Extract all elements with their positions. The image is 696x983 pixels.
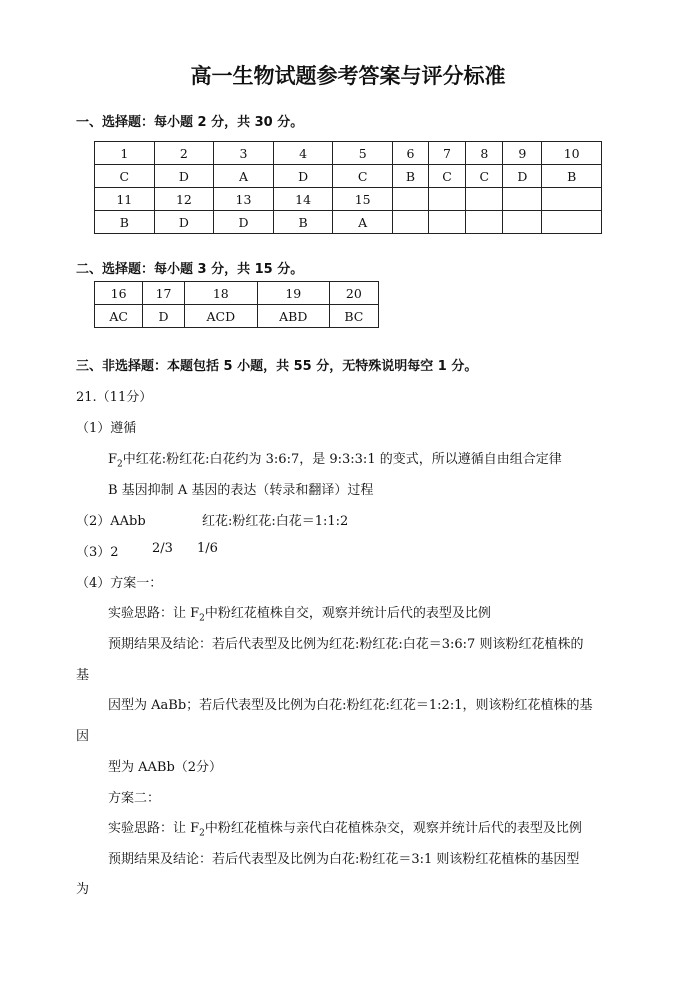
- answer-table-1-cell: C: [95, 165, 155, 188]
- answer-table-1-cell: 4: [273, 142, 333, 165]
- answer-table-1-cell: B: [542, 165, 602, 188]
- q21-scheme2-prediction-line2: 为: [76, 882, 90, 897]
- answer-table-1-cell: D: [154, 165, 214, 188]
- answer-table-1-cell: [466, 188, 503, 211]
- answer-table-1-cell: A: [214, 165, 274, 188]
- answer-table-1: [94, 141, 602, 234]
- q21-part3-answer-3: 1/6: [197, 541, 218, 556]
- answer-table-1-cell: [392, 211, 428, 234]
- answer-table-1-cell: 6: [392, 142, 428, 165]
- page-title: 高一生物试题参考答案与评分标准: [190, 64, 506, 88]
- answer-table-2-row: [95, 305, 379, 328]
- answer-table-1-cell: [428, 188, 465, 211]
- answer-table-1-row: [95, 142, 602, 165]
- answer-table-1-row: [95, 188, 602, 211]
- answer-table-1-cell: [428, 211, 465, 234]
- answer-table-1-cell: 7: [428, 142, 465, 165]
- answer-table-1-cell: 1: [95, 142, 155, 165]
- answer-table-1-cell: 14: [273, 188, 333, 211]
- q21-part2-ratio: 红花:粉红花:白花＝1:1:2: [202, 514, 349, 529]
- q21-scheme1-prediction-line4: 因: [76, 729, 90, 744]
- answer-table-2-cell: ACD: [184, 305, 257, 328]
- answer-table-1-cell: [542, 211, 602, 234]
- answer-table-1-cell: [466, 211, 503, 234]
- answer-table-2-cell: 20: [329, 282, 378, 305]
- answer-table-1-cell: 3: [214, 142, 274, 165]
- answer-table-1-cell: [503, 188, 542, 211]
- answer-table-2-cell: ABD: [257, 305, 329, 328]
- section3-heading: 三、非选择题：本题包括 5 小题，共 55 分，无特殊说明每空 1 分。: [76, 359, 478, 374]
- answer-table-1-cell: C: [333, 165, 393, 188]
- answer-table-1-cell: D: [214, 211, 274, 234]
- q21-scheme1-idea: [108, 602, 491, 624]
- q21-part1-line2: B 基因抑制 A 基因的表达（转录和翻译）过程: [108, 483, 374, 498]
- answer-table-1-cell: B: [273, 211, 333, 234]
- answer-table-2-cell: 18: [184, 282, 257, 305]
- answer-table-2-cell: 19: [257, 282, 329, 305]
- answer-table-2-cell: BC: [329, 305, 378, 328]
- q21-scheme1-prediction-line2: 基: [76, 668, 90, 683]
- answer-table-2-cell: D: [143, 305, 185, 328]
- answer-table-2: [94, 281, 379, 328]
- answer-table-1-cell: 2: [154, 142, 214, 165]
- answer-table-1-cell: 11: [95, 188, 155, 211]
- q21-part3-answer-2: 2/3: [152, 541, 173, 556]
- answer-table-1-cell: D: [154, 211, 214, 234]
- answer-table-1-cell: 9: [503, 142, 542, 165]
- answer-table-1-cell: B: [95, 211, 155, 234]
- answer-table-1-cell: C: [466, 165, 503, 188]
- section2-heading: 二、选择题：每小题 3 分，共 15 分。: [76, 262, 304, 277]
- text: 中粉红花植株自交，观察并统计后代的表型及比例: [204, 606, 491, 621]
- text: 中红花:粉红花:白花约为 3:6:7，是 9:3:3:1 的变式，所以遵循自由组合定律: [122, 452, 562, 467]
- answer-table-2-cell: 17: [143, 282, 185, 305]
- answer-table-1-cell: D: [273, 165, 333, 188]
- q21-part3-answer-1: （3）2: [76, 545, 119, 560]
- answer-table-1-cell: D: [503, 165, 542, 188]
- q21-part4-label: （4）方案一：: [76, 576, 163, 591]
- answer-table-1-cell: B: [392, 165, 428, 188]
- text: 实验思路：让 F: [108, 606, 200, 621]
- answer-table-1-cell: 13: [214, 188, 274, 211]
- answer-table-1-row: [95, 165, 602, 188]
- answer-table-1-cell: 12: [154, 188, 214, 211]
- q21-scheme2-idea: [108, 817, 582, 839]
- q21-part1-line1: [108, 448, 562, 470]
- q21-scheme2-prediction-line1: 预期结果及结论：若后代表型及比例为白花:粉红花＝3:1 则该粉红花植株的基因型: [108, 852, 580, 867]
- answer-table-1-cell: 10: [542, 142, 602, 165]
- text: 实验思路：让 F: [108, 821, 200, 836]
- section1-heading: 一、选择题：每小题 2 分，共 30 分。: [76, 115, 304, 130]
- answer-table-1-cell: [503, 211, 542, 234]
- answer-table-1-row: [95, 211, 602, 234]
- answer-table-1-cell: 8: [466, 142, 503, 165]
- text: 中粉红花植株与亲代白花植株杂交，观察并统计后代的表型及比例: [204, 821, 582, 836]
- subscript: 2: [117, 459, 123, 470]
- answer-table-1-cell: 5: [333, 142, 393, 165]
- answer-table-1-cell: A: [333, 211, 393, 234]
- answer-table-2-cell: AC: [95, 305, 143, 328]
- text: F: [108, 452, 118, 467]
- answer-table-2-row: [95, 282, 379, 305]
- q21-scheme2-label: 方案二：: [108, 791, 161, 806]
- q21-scheme1-prediction-line5: 型为 AABb（2分）: [108, 760, 223, 775]
- q21-part1-label: （1）遵循: [76, 421, 137, 436]
- q21-scheme1-prediction-line3: 因型为 AaBb；若后代表型及比例为白花:粉红花:红花＝1:2:1，则该粉红花植株的基: [108, 698, 593, 713]
- q21-header: 21.（11分）: [76, 390, 153, 405]
- answer-table-1-cell: C: [428, 165, 465, 188]
- q21-part2-answer: （2）AAbb: [76, 514, 146, 529]
- q21-scheme1-prediction-line1: 预期结果及结论：若后代表型及比例为红花:粉红花:白花＝3:6:7 则该粉红花植株的: [108, 637, 584, 652]
- subscript: 2: [199, 828, 205, 839]
- answer-table-1-cell: [392, 188, 428, 211]
- answer-table-1-cell: 15: [333, 188, 393, 211]
- answer-table-2-cell: 16: [95, 282, 143, 305]
- answer-table-1-cell: [542, 188, 602, 211]
- subscript: 2: [199, 613, 205, 624]
